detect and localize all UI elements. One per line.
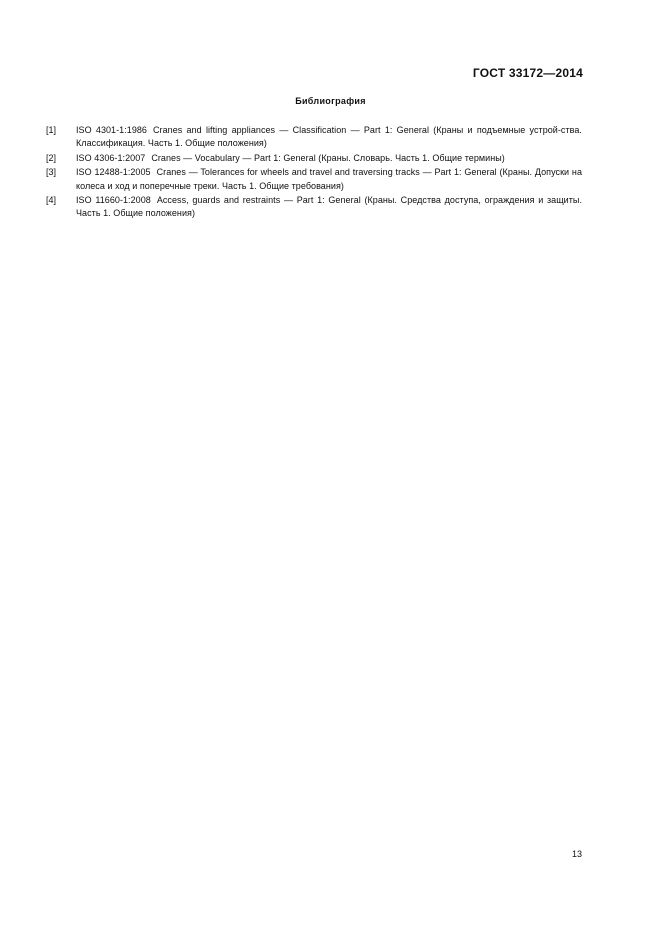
bibliography-entry [46, 152, 582, 165]
entry-text [76, 152, 582, 165]
bibliography-entry [46, 194, 582, 220]
bibliography-entry [46, 124, 582, 150]
bibliography-list [46, 124, 582, 222]
entry-title: Access, guards and restraints — Part 1: General (Краны. Средства доступа, ограждения и защиты. Часть 1. Общие положения) [76, 195, 582, 219]
entry-title: Cranes and lifting appliances — Classification — Part 1: General (Краны и подъемные устрой-ства. Классификация. Часть 1. Общие положения) [76, 125, 582, 149]
standard-id: ISO 12488-1:2005 [76, 167, 151, 178]
entry-text [76, 194, 582, 220]
standard-id: ISO 4301-1:1986 [76, 125, 147, 135]
entry-number: [2] [46, 152, 57, 163]
standard-id: ISO 11660-1:2008 [76, 195, 151, 206]
entry-title: Cranes — Tolerances for wheels and travel and traversing tracks — Part 1: General (Краны. Допуски на колеса и ход и поперечные треки. Часть 1. Общие требования) [76, 167, 582, 191]
entry-number: [1] [46, 125, 57, 135]
bibliography-entry [46, 166, 582, 192]
document-header: ГОСТ 33172—2014 [472, 66, 583, 80]
entry-text [76, 166, 582, 192]
entry-number: [3] [46, 167, 57, 178]
standard-id: ISO 4306-1:2007 [76, 152, 146, 163]
page-number: 13 [571, 849, 582, 859]
section-title: Библиография [295, 96, 366, 106]
entry-number: [4] [46, 195, 57, 206]
entry-title: Cranes — Vocabulary — Part 1: General (Краны. Словарь. Часть 1. Общие термины) [151, 152, 505, 163]
entry-text [76, 124, 582, 150]
